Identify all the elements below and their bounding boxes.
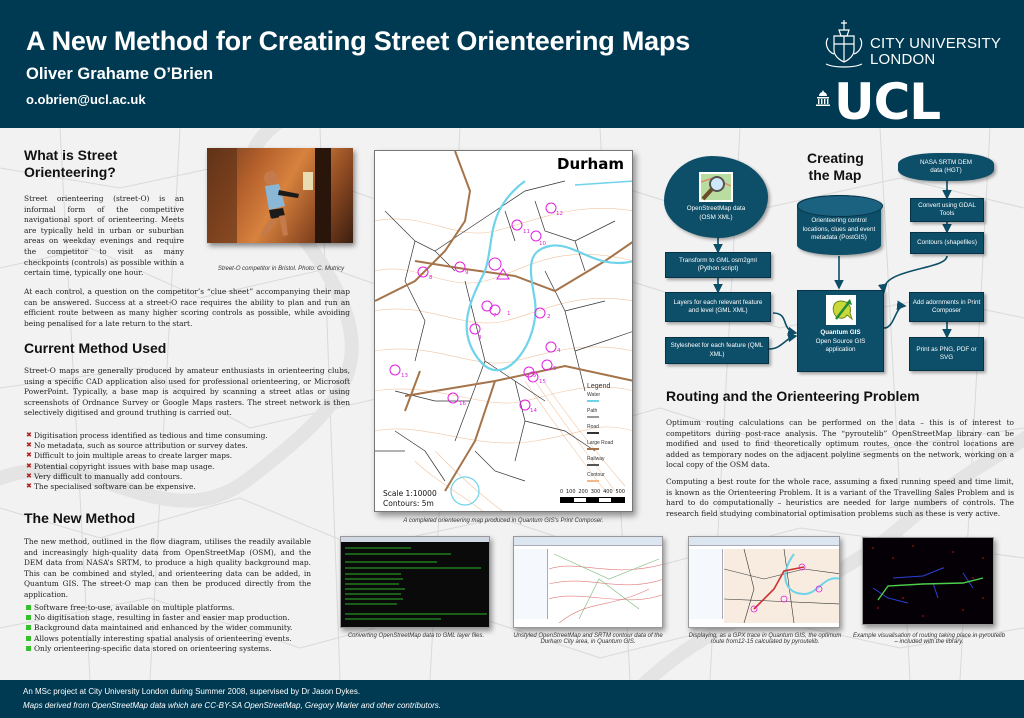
node-stylesheet: Stylesheet for each feature (QML XML) xyxy=(665,337,769,364)
terminal-screenshot xyxy=(340,536,490,628)
scale-text: Scale 1:10000 xyxy=(383,489,437,498)
list-item-text: No metadata, such as source attribution or survey dates. xyxy=(34,441,248,451)
legend-label: Contour xyxy=(587,472,605,478)
durham-orienteering-map xyxy=(374,150,633,512)
routing-paragraph-1: Optimum routing calculations can be performed on the data – this is of interest to competitors during post-race analysis. The “pyroutelib” OpenStreetMap library can be modified and used to find theoretically optimum routes, once the control locations are added as temporary nodes on the adjacent polyline segments on the network, working on a local copy of the OSM data. xyxy=(666,418,1014,470)
node-gdal-convert: Convert using GDAL Tools xyxy=(910,198,984,222)
x-mark-icon: ✖ xyxy=(26,451,32,460)
list-item xyxy=(26,441,352,451)
svg-text:2: 2 xyxy=(547,314,551,320)
poster-footer xyxy=(0,680,1024,718)
svg-text:1: 1 xyxy=(507,311,511,317)
city-logo-line2: LONDON xyxy=(870,51,936,68)
list-item-text: Digitisation process identified as tedious and time consuming. xyxy=(34,431,268,440)
x-mark-icon: ✖ xyxy=(26,431,32,439)
qgis-unstyled-screenshot xyxy=(513,536,663,628)
node-contours: Contours (shapefiles) xyxy=(910,232,984,254)
scale-tick: 100 xyxy=(566,489,576,495)
map-caption: A completed orienteering map produced in Quantum GIS’s Print Composer. xyxy=(403,518,604,524)
legend-title: Legend xyxy=(587,383,611,390)
scale-tick: 300 xyxy=(590,489,601,495)
route-map-image xyxy=(724,549,840,623)
list-item xyxy=(26,644,326,654)
x-mark-icon: ✖ xyxy=(26,441,32,450)
city-logo-line1: CITY UNIVERSITY xyxy=(870,35,1002,52)
current-method-drawbacks-list xyxy=(26,431,352,492)
svg-text:10: 10 xyxy=(539,241,546,247)
scale-tick: 200 xyxy=(578,489,588,495)
pyroutelib-visualisation xyxy=(862,537,994,625)
node-transform-gml: Transform to GML osm2gml (Python script) xyxy=(665,252,771,278)
water-swatch xyxy=(587,400,599,402)
list-item xyxy=(26,451,352,461)
list-item xyxy=(26,603,326,613)
list-item xyxy=(26,482,352,492)
list-item-text: The specialised software can be expensive. xyxy=(34,482,196,492)
legend-label: Road xyxy=(587,424,599,430)
screenshot-caption-4: Example visualisation of routing taking place in pyroutelib – included with the library. xyxy=(852,633,1006,645)
legend-item-contour xyxy=(587,472,613,488)
svg-text:13: 13 xyxy=(401,373,408,379)
list-item-text: Very difficult to manually add contours. xyxy=(34,471,183,481)
svg-text:12: 12 xyxy=(556,211,563,217)
section-heading-new-method: The New Method xyxy=(24,510,136,526)
list-item xyxy=(26,431,352,441)
svg-text:4: 4 xyxy=(557,348,561,354)
road-swatch xyxy=(587,432,599,434)
map-legend xyxy=(587,383,613,488)
legend-item-path xyxy=(587,408,613,424)
footer-project-note: An MSc project at City University London during Summer 2008, supervised by Dr Jason Dykes. xyxy=(23,687,361,696)
what-is-paragraph-2: At each control, a question on the competitor’s “clue sheet” accompanying their map can be answered. Success at a street-O race requires the ability to plan and run an efficient route between as many higher scoring controls as possible, while avoiding being penalised for a late return to the start. xyxy=(24,287,350,328)
svg-text:14: 14 xyxy=(530,408,537,414)
node-print-composer: Add adornments in Print Composer xyxy=(909,292,984,322)
portico-dome-icon xyxy=(816,90,830,106)
legend-item-road xyxy=(587,424,613,440)
path-swatch xyxy=(587,416,599,418)
legend-item-water xyxy=(587,392,613,408)
node-postgis xyxy=(797,195,881,255)
terminal-output-image xyxy=(341,542,490,628)
crest-icon xyxy=(822,18,866,72)
map-scale-info xyxy=(383,489,437,509)
scale-tick: 500 xyxy=(615,489,625,495)
x-mark-icon: ✖ xyxy=(26,482,32,491)
node-label: OpenStreetMap data (OSM XML) xyxy=(686,205,746,221)
legend-item-large-road xyxy=(587,440,613,456)
node-nasa-srtm xyxy=(898,153,994,181)
heading-line: What is Street xyxy=(24,147,118,163)
section-heading-current-method: Current Method Used xyxy=(24,340,167,356)
map-title: Durham xyxy=(557,155,624,173)
unstyled-map-image xyxy=(549,549,663,623)
screenshot-caption-3: Displaying, as a GPX trace in Quantum GIS, the optimum route from12-15 calculated by pyroutelib. xyxy=(688,633,842,645)
green-square-icon xyxy=(26,636,31,641)
svg-text:5: 5 xyxy=(533,373,537,379)
poster-header xyxy=(0,0,1024,131)
legend-label: Large Road xyxy=(587,440,614,446)
qgis-gpx-route-screenshot xyxy=(688,536,840,628)
svg-text:15: 15 xyxy=(539,379,546,385)
author-name: Oliver Grahame O’Brien xyxy=(26,65,214,83)
list-item-text: Allows potentially interesting spatial analysis of orienteering events. xyxy=(34,633,292,643)
openstreetmap-logo-icon xyxy=(699,172,733,202)
green-square-icon xyxy=(26,615,31,620)
scale-tick: 400 xyxy=(603,489,613,495)
list-item-text: Potential copyright issues with base map usage. xyxy=(34,461,215,471)
qgis-logo-icon xyxy=(826,295,856,325)
list-item xyxy=(26,613,326,623)
list-item-text: No digitisation stage, resulting in faster and easier map production. xyxy=(34,613,290,623)
new-method-paragraph: The new method, outlined in the flow diagram, utilises the readily available and increasingly high-quality data from OpenStreetMap (OSM), and the DEM data from NASA’s SRTM, to produce a high quality background map. This can be combined and styled, and orienteering data can be added, in Quantum GIS. The street-O map can then be produced directly from the application. xyxy=(24,537,311,599)
poster-title: A New Method for Creating Street Orienteering Maps xyxy=(26,26,691,56)
section-heading-routing: Routing and the Orienteering Problem xyxy=(666,388,920,404)
new-method-benefits-list xyxy=(26,603,326,654)
node-print-output: Print as PNG, PDF or SVG xyxy=(909,337,984,371)
contour-swatch xyxy=(587,480,599,482)
node-label: NASA SRTM DEM data (HGT) xyxy=(919,158,973,174)
legend-label: Water xyxy=(587,392,601,398)
heading-line: Creating xyxy=(807,150,864,166)
routing-visualisation-image xyxy=(863,538,994,625)
current-method-paragraph: Street-O maps are generally produced by amateur enthusiasts in orienteering clubs, using a specific CAD application also used for professional orienteering, or Microsoft PowerPoint. Typically, a base map is acquired by scanning a street atlas or using screenshots of Ordnance Survey or Google Maps rasters. The street network is then selectively digitised and ground truthing is carried out. xyxy=(24,366,350,418)
competitor-photo xyxy=(207,148,353,243)
svg-text:6: 6 xyxy=(553,366,557,372)
footer-attribution: Maps derived from OpenStreetMap data which are CC-BY-SA OpenStreetMap, Gregory Marler and other contributors. xyxy=(23,701,441,710)
node-quantum-gis xyxy=(797,290,884,372)
scale-bar xyxy=(560,489,625,503)
node-label: Quantum GIS xyxy=(820,329,861,336)
list-item-text: Difficult to join multiple areas to create larger maps. xyxy=(34,451,233,461)
scale-tick: 0 xyxy=(560,489,564,495)
legend-label: Railway xyxy=(587,456,605,462)
ucl-logo xyxy=(816,73,976,131)
list-item xyxy=(26,472,352,482)
node-gml-layers: Layers for each relevant feature and level (GML XML) xyxy=(665,292,771,322)
contour-interval-text: Contours: 5m xyxy=(383,499,434,508)
list-item-text: Only orienteering-specific data stored on orienteering systems. xyxy=(34,643,272,653)
routing-paragraph-2: Computing a best route for the whole race, assuming a fixed running speed and time limit, is known as the Orienteering Problem. It is a variant of the Travelling Sales Problem and is hard to do computationally – heuristics are needed for large numbers of controls. The research field studying combinatorial optimisation problems such as these is very active. xyxy=(666,477,1014,518)
svg-text:16: 16 xyxy=(459,401,466,407)
heading-line: the Map xyxy=(808,167,862,183)
city-university-logo xyxy=(822,18,1002,72)
list-item-text: Background data maintained and enhanced by the wider community. xyxy=(34,623,293,633)
svg-text:3: 3 xyxy=(478,335,482,341)
list-item xyxy=(26,623,326,633)
section-heading-what-is xyxy=(24,147,117,181)
svg-text:7: 7 xyxy=(493,313,497,319)
runner-image xyxy=(207,148,353,243)
x-mark-icon: ✖ xyxy=(26,461,32,470)
node-sublabel: Open Source GIS application xyxy=(815,337,866,353)
green-square-icon xyxy=(26,605,31,610)
green-square-icon xyxy=(26,625,31,630)
ucl-wordmark: UCL xyxy=(834,73,941,131)
node-label: Orienteering control locations, clues and event metadata (PostGIS) xyxy=(802,217,876,242)
list-item-text: Software free-to-use, available on multiple platforms. xyxy=(34,603,235,612)
svg-text:11: 11 xyxy=(523,229,530,235)
author-email[interactable]: o.obrien@ucl.ac.uk xyxy=(26,92,146,107)
large-road-swatch xyxy=(587,448,599,450)
node-osm-data xyxy=(664,156,768,238)
green-square-icon xyxy=(26,646,31,651)
svg-text:9: 9 xyxy=(465,270,469,276)
what-is-paragraph-1: Street orienteering (street-O) is an informal form of the competitive navigational sport of orienteering. Meets are typically held in urban or suburban areas on weekday evenings and require the competitor to visit as many checkpoints (controls) as possible within a certain time, typically one hour. xyxy=(24,194,184,278)
x-mark-icon: ✖ xyxy=(26,471,32,480)
legend-item-railway xyxy=(587,456,613,472)
railway-swatch xyxy=(587,464,599,466)
photo-caption: Street-O competitor in Bristol. Photo: C. Mutricy xyxy=(217,266,345,272)
list-item xyxy=(26,634,326,644)
screenshot-caption-1: Converting OpenStreetMap data to GML layer files. xyxy=(347,633,485,639)
heading-line: Orienteering? xyxy=(24,164,116,180)
svg-text:8: 8 xyxy=(429,275,433,281)
list-item xyxy=(26,462,352,472)
screenshot-caption-2: Unstyled OpenStreetMap and SRTM contour data of the Durham City area, in Quantum GIS. xyxy=(513,633,663,645)
legend-label: Path xyxy=(587,408,598,414)
